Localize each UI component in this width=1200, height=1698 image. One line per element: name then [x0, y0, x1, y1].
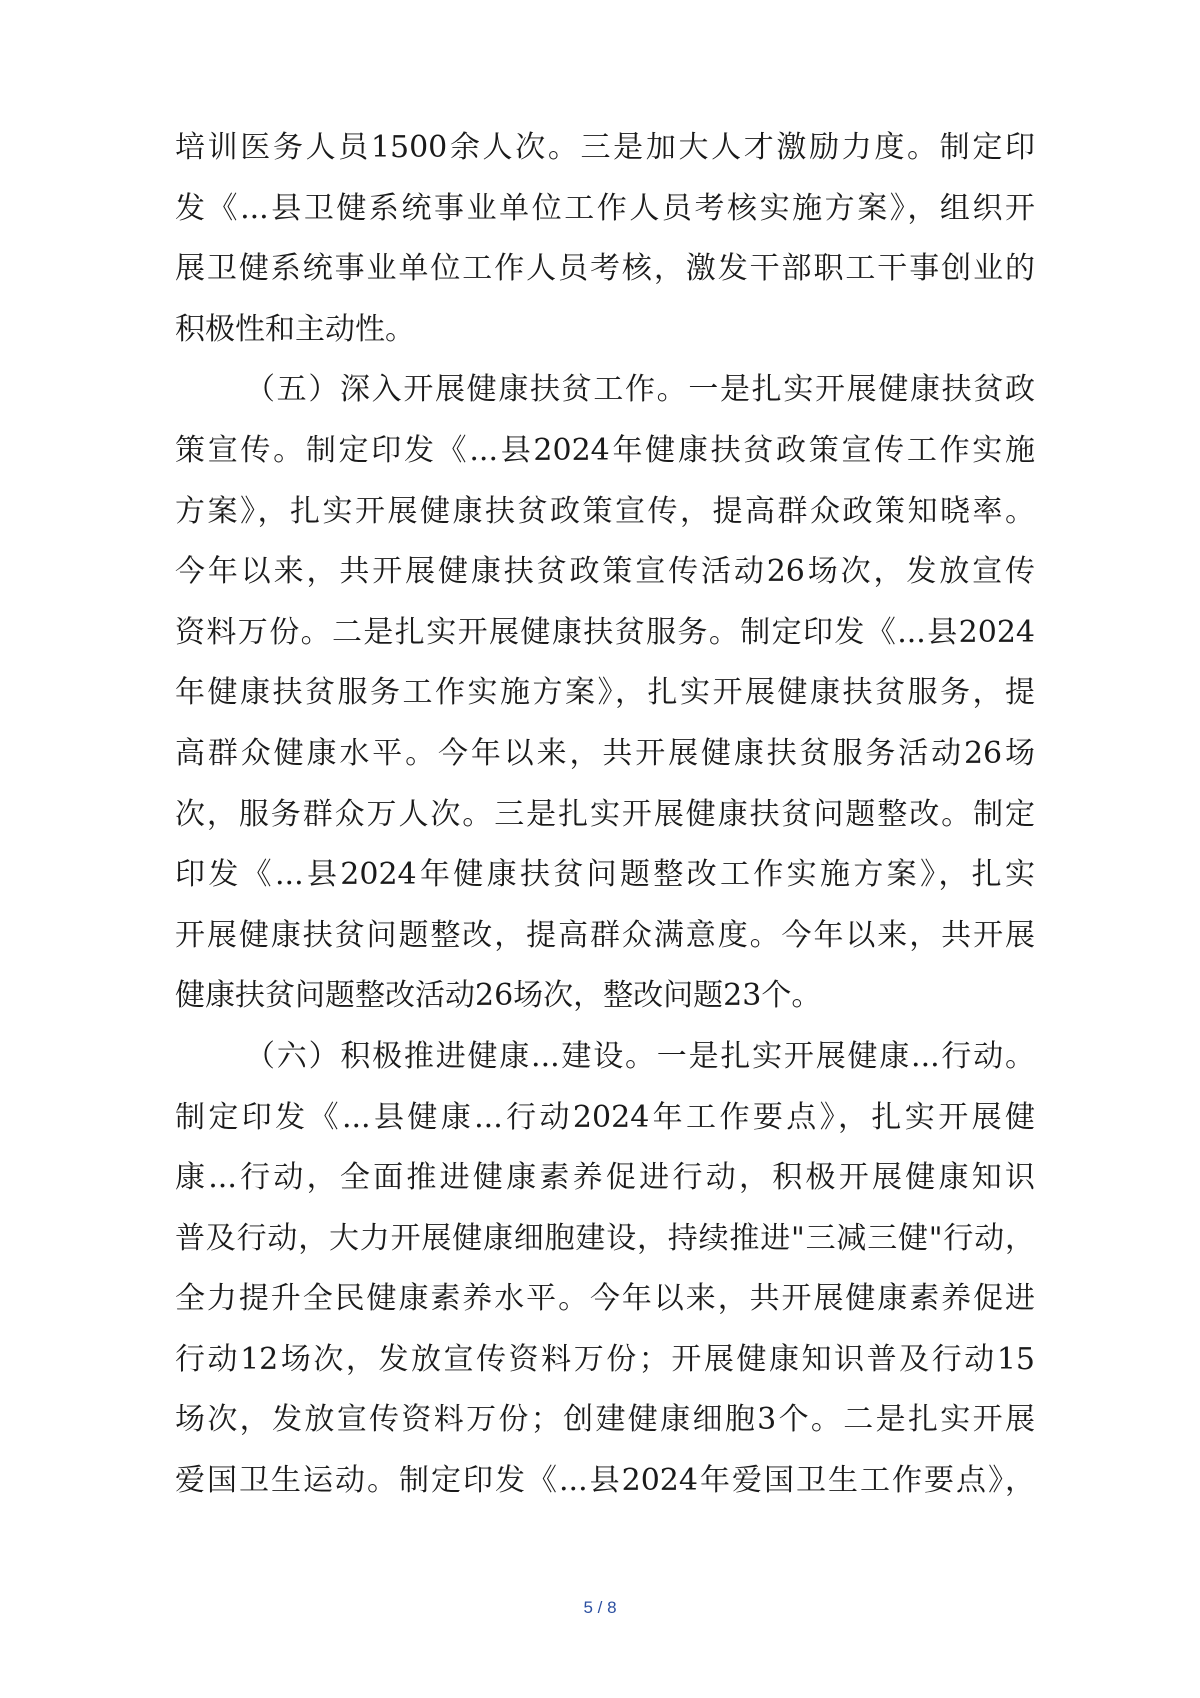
text-line: 发《...县卫健系统事业单位工作人员考核实施方案》，组织开: [175, 190, 1035, 226]
text-line: 资料万份。二是扎实开展健康扶贫服务。制定印发《...县2024: [175, 614, 1035, 650]
text-line: 年健康扶贫服务工作实施方案》，扎实开展健康扶贫服务，提: [175, 675, 1035, 711]
text-line: 策宣传。制定印发《...县2024年健康扶贫政策宣传工作实施: [175, 432, 1035, 468]
text-line: 次，服务群众万人次。三是扎实开展健康扶贫问题整改。制定: [175, 796, 1035, 832]
text-line: 开展健康扶贫问题整改，提高群众满意度。今年以来，共开展: [175, 917, 1035, 953]
text-line: 印发《...县2024年健康扶贫问题整改工作实施方案》，扎实: [175, 857, 1035, 893]
text-line: 积极性和主动性。: [175, 311, 415, 347]
text-line: 全力提升全民健康素养水平。今年以来，共开展健康素养促进: [175, 1281, 1035, 1317]
text-line: 普及行动，大力开展健康细胞建设，持续推进"三减三健"行动，: [175, 1220, 1035, 1256]
text-line: 高群众健康水平。今年以来，共开展健康扶贫服务活动26场: [175, 735, 1035, 771]
text-line: 康...行动，全面推进健康素养促进行动，积极开展健康知识: [175, 1160, 1035, 1196]
page-number: 5 / 8: [583, 1598, 617, 1617]
text-line: 方案》，扎实开展健康扶贫政策宣传，提高群众政策知晓率。: [175, 493, 1035, 529]
body-text: [175, 118, 1035, 1512]
text-line: 场次，发放宣传资料万份；创建健康细胞3个。二是扎实开展: [175, 1402, 1035, 1438]
text-line: 健康扶贫问题整改活动26场次，整改问题23个。: [175, 978, 822, 1014]
text-line: 行动12场次，发放宣传资料万份；开展健康知识普及行动15: [175, 1341, 1035, 1377]
text-line: 展卫健系统事业单位工作人员考核，激发干部职工干事创业的: [175, 251, 1035, 287]
section-five-heading-line: （五）深入开展健康扶贫工作。一是扎实开展健康扶贫政: [245, 372, 1035, 408]
text-line: 今年以来，共开展健康扶贫政策宣传活动26场次，发放宣传: [175, 554, 1035, 590]
text-line: 制定印发《...县健康...行动2024年工作要点》，扎实开展健: [175, 1099, 1035, 1135]
text-line: 培训医务人员1500余人次。三是加大人才激励力度。制定印: [175, 130, 1035, 165]
text-line: 爱国卫生运动。制定印发《...县2024年爱国卫生工作要点》，: [175, 1463, 1035, 1499]
section-six-heading-line: （六）积极推进健康...建设。一是扎实开展健康...行动。: [245, 1038, 1035, 1074]
